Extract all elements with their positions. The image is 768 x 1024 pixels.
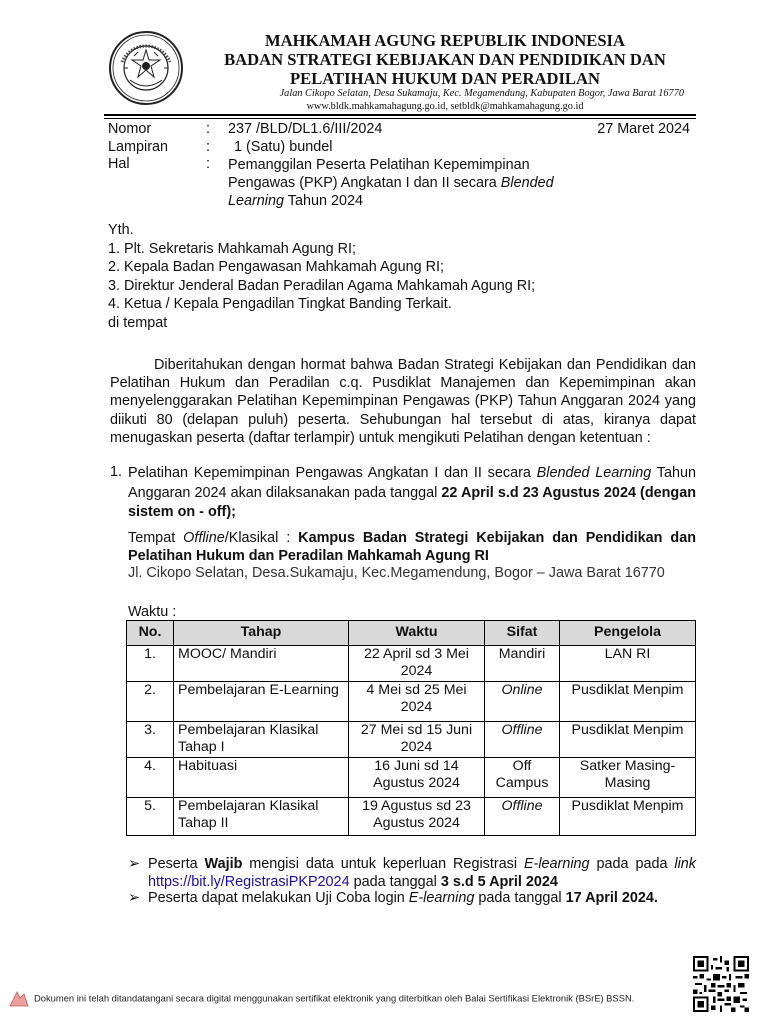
bullet-date: 17 April 2024. [565, 890, 658, 906]
cell-waktu: 16 Juni sd 14 Agustus 2024 [349, 758, 485, 798]
table-header-row [127, 621, 696, 646]
item1-text [128, 464, 696, 523]
cell-tahap: Pembelajaran Klasikal Tahap II [174, 798, 349, 836]
tempat-block [128, 530, 696, 583]
hal-value [228, 156, 554, 210]
nomor-value: 237 /BLD/DL1.6/III/2024 [228, 121, 383, 137]
cell-waktu: 19 Agustus sd 23 Agustus 2024 [349, 798, 485, 836]
nomor-label: Nomor [108, 121, 152, 137]
cell-waktu: 22 April sd 3 Mei 2024 [349, 646, 485, 682]
col-header-no: No. [127, 621, 174, 646]
letterhead-rule-thin [104, 118, 696, 119]
hal-line1: Pemanggilan Peserta Pelatihan Kepemimpinan [228, 157, 530, 173]
hal-label: Hal [108, 156, 130, 172]
bullet-registrasi [128, 855, 696, 891]
bullet-link-word: link [674, 856, 696, 872]
arrow-bullet-icon: ➢ [128, 856, 141, 872]
recipients-greeting: Yth. [108, 222, 134, 238]
item1-bold-date: 22 April s.d 23 Agustus 2024 (dengan sistem on - off); [128, 484, 696, 520]
letterhead [190, 31, 700, 113]
recipient-item: 3. Direktur Jenderal Badan Peradilan Agama Mahkamah Agung RI; [108, 277, 536, 294]
bsre-logo-icon [8, 990, 30, 1008]
footer-text: Dokumen ini telah ditandatangani secara digital menggunakan sertifikat elektronik yang diterbitkan oleh Balai Sertifikasi Elektronik (BSrE) BSSN. [34, 992, 635, 1004]
hal-line3b: Tahun 2024 [284, 193, 363, 209]
table-row [127, 798, 696, 836]
tempat-line [128, 530, 696, 565]
bullet-ujicoba [128, 889, 696, 907]
recipient-item: 2. Kepala Badan Pengawasan Mahkamah Agung RI; [108, 259, 445, 276]
col-header-sifat: Sifat [485, 621, 560, 646]
cell-sifat: Off Campus [485, 758, 560, 798]
bullet-wajib: Wajib [204, 856, 243, 872]
cell-no: 1. [127, 646, 174, 682]
hal-colon: : [206, 156, 210, 172]
bullet-text: mengisi data untuk keperluan Registrasi [242, 856, 524, 872]
letterhead-line3: PELATIHAN HUKUM DAN PERADILAN [290, 69, 600, 88]
digital-signature-footer [8, 990, 634, 1008]
cell-pengelola: LAN RI [560, 646, 696, 682]
schedule-table [126, 620, 696, 836]
item1-italic: Blended Learning [536, 465, 652, 481]
letterhead-rule-thick [104, 114, 696, 116]
body-paragraph-text: Diberitahukan dengan hormat bahwa Badan Strategi Kebijakan dan Pendidikan dan Pelatihan Hukum dan Peradilan c.q. Pusdiklat Manajemen dan Kepemimpinan akan menyelenggarakan Pelatihan Kepemimpinan Pengawas (PKP) Tahun Anggaran 2024 yang diikuti 80 (delapan puluh) peserta. Sehubungan hal tersebut di atas, kiranya dapat menugaskan peserta (daftar terlampir) untuk mengikuti Pelatihan dengan ketentuan : [110, 357, 696, 446]
bullet-text: pada pada [589, 856, 675, 872]
cell-no: 5. [127, 798, 174, 836]
hal-line2a: Pengawas (PKP) Angkatan I dan II secara [228, 175, 501, 191]
tempat-label: Tempat [128, 530, 184, 546]
item1-number: 1. [110, 464, 123, 480]
cell-pengelola: Satker Masing-Masing [560, 758, 696, 798]
cell-no: 2. [127, 682, 174, 722]
letterhead-web: www.bldk.mahkamahagung.go.id, setbldk@mahkamahagung.go.id [306, 100, 584, 112]
nomor-colon: : [206, 121, 210, 137]
lampiran-colon: : [206, 139, 210, 155]
bullet-elearning: E-learning [408, 890, 475, 906]
cell-pengelola: Pusdiklat Menpim [560, 722, 696, 758]
cell-waktu: 4 Mei sd 25 Mei 2024 [349, 682, 485, 722]
cell-no: 3. [127, 722, 174, 758]
col-header-tahap: Tahap [174, 621, 349, 646]
cell-pengelola: Pusdiklat Menpim [560, 682, 696, 722]
lampiran-value: 1 (Satu) bundel [234, 139, 333, 155]
item1-part: Pelatihan Kepemimpinan Pengawas Angkatan I dan II secara [128, 465, 537, 481]
registration-link[interactable]: https://bit.ly/RegistrasiPKP2024 [148, 874, 350, 890]
cell-tahap: Pembelajaran Klasikal Tahap I [174, 722, 349, 758]
cell-sifat: Offline [485, 722, 560, 758]
cell-sifat: Online [485, 682, 560, 722]
bullet-elearning: E-learning [523, 856, 590, 872]
cell-tahap: Habituasi [174, 758, 349, 798]
item1-part: Tahun Anggaran 2024 akan dilaksanakan pada tanggal [128, 465, 696, 501]
cell-waktu: 27 Mei sd 15 Juni 2024 [349, 722, 485, 758]
arrow-bullet-icon: ➢ [128, 890, 141, 906]
tempat-venue: Kampus Badan Strategi Kebijakan dan Pendidikan dan Pelatihan Hukum dan Peradilan Mahkamah Agung RI [128, 530, 696, 564]
tempat-klasikal: /Klasikal : [224, 530, 299, 546]
mahkamah-agung-seal-logo [108, 30, 184, 106]
cell-no: 4. [127, 758, 174, 798]
bullet-date: 3 s.d 5 April 2024 [440, 874, 558, 890]
cell-sifat: Mandiri [485, 646, 560, 682]
body-paragraph [110, 356, 696, 447]
tempat-address: Jl. Cikopo Selatan, Desa.Sukamaju, Kec.Megamendung, Bogor – Jawa Barat 16770 [128, 565, 665, 581]
cell-tahap: Pembelajaran E-Learning [174, 682, 349, 722]
hal-line2b: Blended [500, 175, 554, 191]
recipient-item: 4. Ketua / Kepala Pengadilan Tingkat Banding Terkait. [108, 296, 452, 313]
table-row [127, 682, 696, 722]
cell-sifat: Offline [485, 798, 560, 836]
waktu-label: Waktu : [128, 604, 177, 620]
cell-tahap: MOOC/ Mandiri [174, 646, 349, 682]
col-header-waktu: Waktu [349, 621, 485, 646]
table-row [127, 722, 696, 758]
recipients [108, 221, 535, 333]
letter-date: 27 Maret 2024 [597, 121, 690, 137]
letterhead-address: Jalan Cikopo Selatan, Desa Sukamaju, Kec. Megamendung, Kabupaten Bogor, Jawa Barat 16770 [279, 88, 684, 99]
tempat-offline: Offline [183, 530, 225, 546]
letterhead-line1: MAHKAMAH AGUNG REPUBLIK INDONESIA [264, 31, 625, 50]
hal-line3a: Learning [228, 193, 285, 209]
col-header-pengelola: Pengelola [560, 621, 696, 646]
recipients-place: di tempat [108, 314, 168, 331]
bullet-text: pada tanggal [349, 874, 441, 890]
bullet-text: Peserta [148, 856, 205, 872]
cell-pengelola: Pusdiklat Menpim [560, 798, 696, 836]
bullet-text: Peserta dapat melakukan Uji Coba login [148, 890, 409, 906]
qr-code-icon [693, 956, 749, 1012]
letterhead-line2: BADAN STRATEGI KEBIJAKAN DAN PENDIDIKAN DAN [224, 50, 666, 69]
bullet-text: pada tanggal [474, 890, 566, 906]
table-row [127, 646, 696, 682]
lampiran-label: Lampiran [108, 139, 168, 155]
table-row [127, 758, 696, 798]
recipient-item: 1. Plt. Sekretaris Mahkamah Agung RI; [108, 240, 356, 257]
